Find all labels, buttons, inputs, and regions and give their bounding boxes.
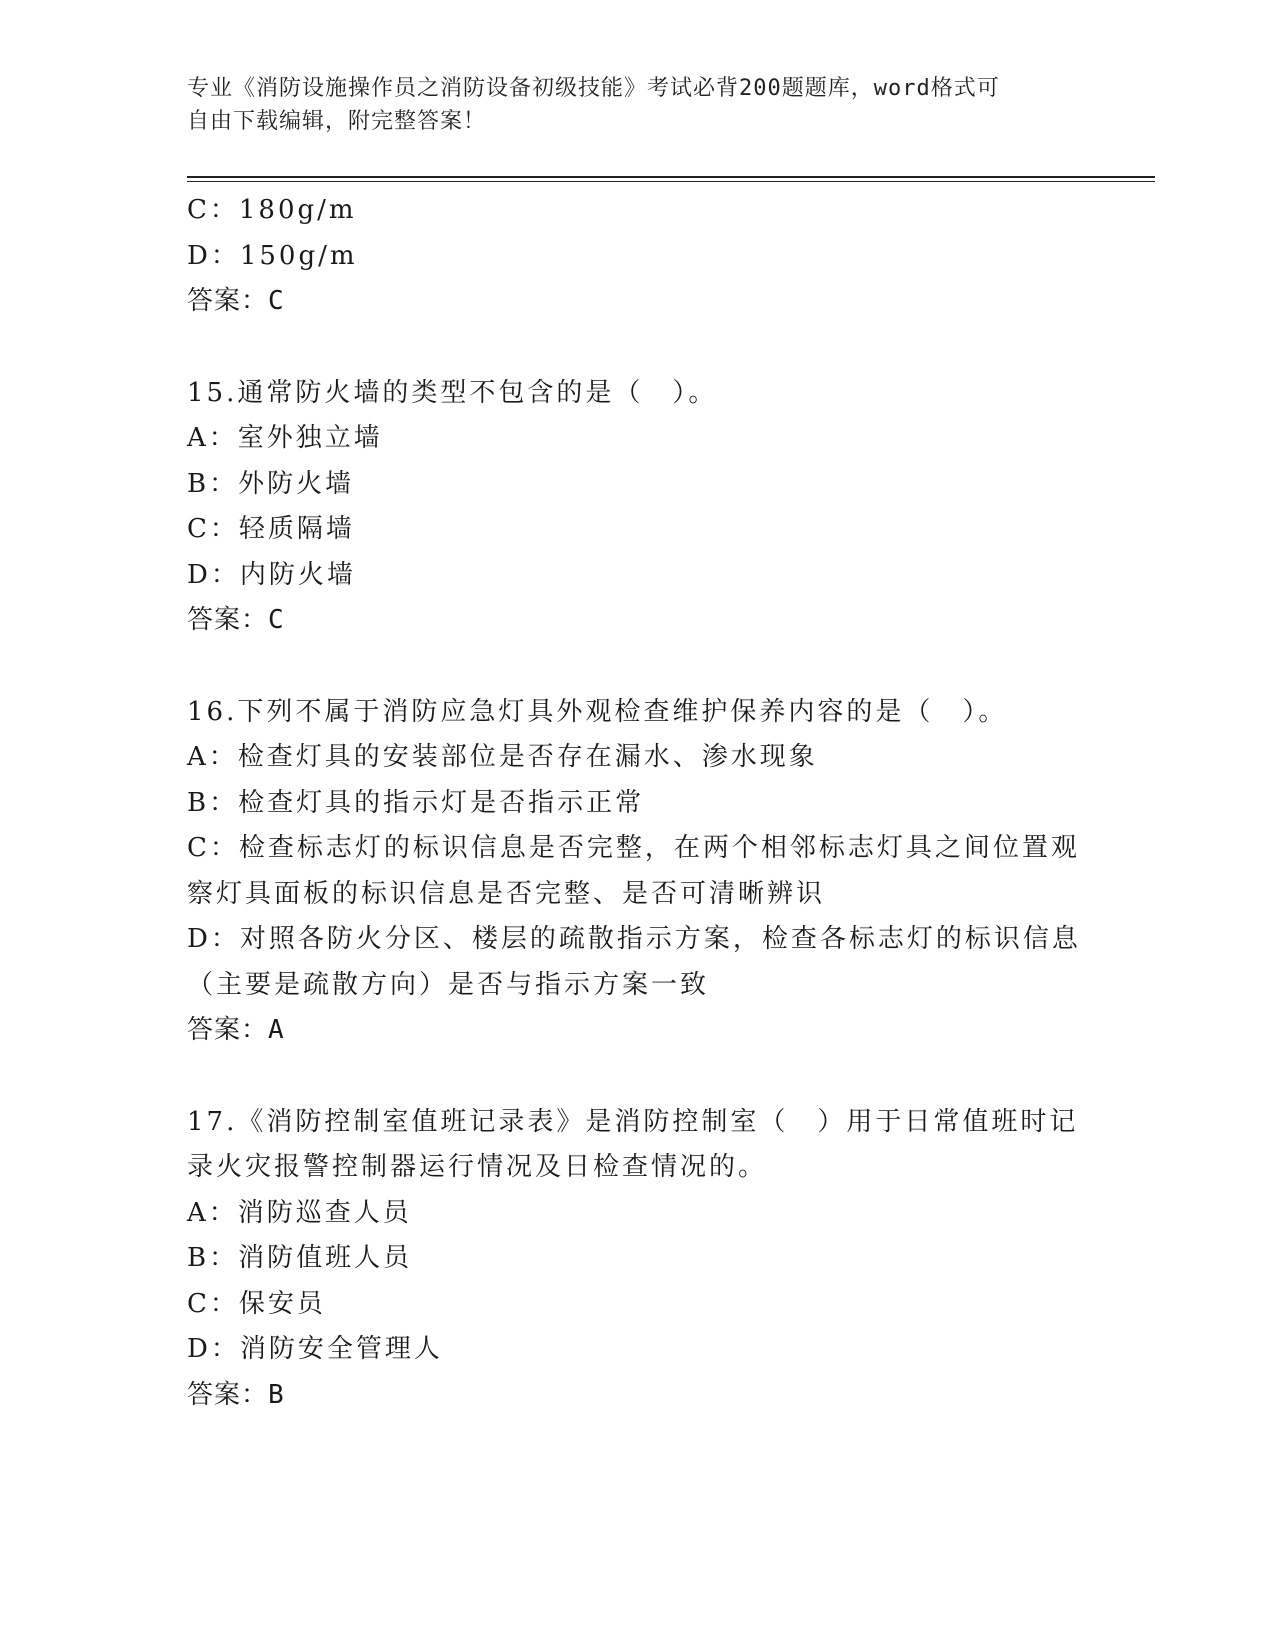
- option-b: B：外防火墙: [187, 468, 355, 499]
- option-d: D：消防安全管理人: [187, 1334, 443, 1364]
- option-d-line-1: D：对照各防火分区、楼层的疏散指示方案，检查各标志灯的标识信息: [187, 924, 1081, 954]
- answer: 答案：C: [187, 605, 285, 635]
- option-b: B：消防值班人员: [187, 1243, 413, 1273]
- question-text-line-1: 17.《消防控制室值班记录表》是消防控制室（ ）用于日常值班时记: [187, 1106, 1079, 1137]
- header-divider-thick: [187, 176, 1155, 178]
- answer: 答案：A: [187, 1015, 285, 1045]
- option-b: B：检查灯具的指示灯是否指示正常: [187, 787, 645, 818]
- option-c: C：轻质隔墙: [187, 514, 355, 544]
- option-c-line-1: C：检查标志灯的标识信息是否完整，在两个相邻标志灯具之间位置观: [187, 833, 1080, 863]
- header-divider-thin: [187, 181, 1155, 182]
- question-17: [187, 1100, 1087, 1419]
- option-c: C：保安员: [187, 1288, 326, 1319]
- option-d: D：150g/m: [187, 240, 358, 271]
- question-list: [187, 188, 1087, 1418]
- option-d-line-2: （主要是疏散方向）是否与指示方案一致: [187, 969, 710, 1000]
- answer: 答案：C: [187, 286, 285, 316]
- option-a: A：检查灯具的安装部位是否存在漏水、渗水现象: [187, 742, 818, 772]
- document-header: [187, 72, 1087, 138]
- header-line-2: 自由下载编辑，附完整答案！: [187, 109, 487, 134]
- question-14-tail: [187, 188, 1087, 325]
- question-16: [187, 690, 1087, 1054]
- option-a: A：室外独立墙: [187, 423, 383, 453]
- question-15: [187, 371, 1087, 644]
- header-line-1: 专业《消防设施操作员之消防设备初级技能》考试必背200题题库，word格式可: [187, 76, 1000, 101]
- question-text: 16.下列不属于消防应急灯具外观检查维护保养内容的是（ ）。: [187, 696, 1008, 727]
- answer: 答案：B: [187, 1379, 285, 1410]
- question-text-line-2: 录火灾报警控制器运行情况及日检查情况的。: [187, 1152, 768, 1182]
- option-a: A：消防巡查人员: [187, 1197, 412, 1228]
- option-c: C：180g/m: [187, 195, 357, 225]
- question-text: 15.通常防火墙的类型不包含的是（ ）。: [187, 377, 718, 408]
- option-c-line-2: 察灯具面板的标识信息是否完整、是否可清晰辨识: [187, 878, 826, 909]
- option-d: D：内防火墙: [187, 559, 356, 590]
